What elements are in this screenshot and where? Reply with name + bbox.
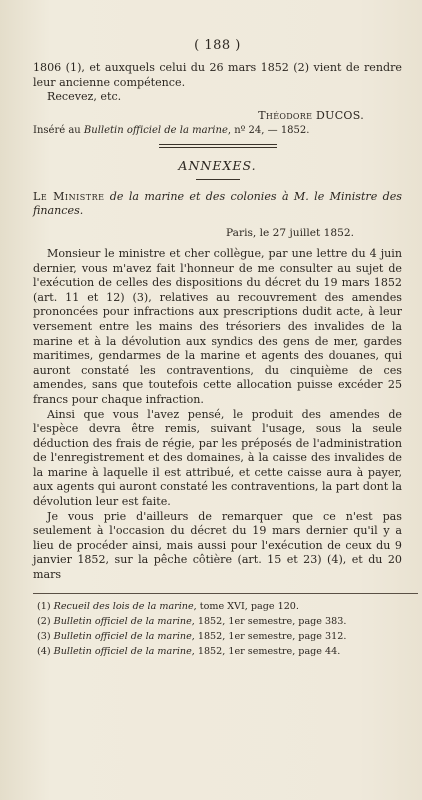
footnote-detail: , 1852, 1er semestre, page 312. [191,630,347,642]
dateline: Paris, le 27 juillet 1852. [226,226,354,239]
footnote-source: Bulletin officiel de la marine [53,615,192,627]
inserted-prefix: Inséré au [33,124,84,136]
footnote-detail: , tome XVI, page 120. [193,600,299,612]
closing-text: Recevez, etc. [47,90,122,104]
footnote-source: Bulletin officiel de la marine [53,630,192,642]
title-rule [196,179,240,180]
footnote [33,615,402,628]
inserted-note [33,125,402,136]
footnote-detail: , 1852, 1er semestre, page 383. [191,615,347,627]
footnote-source: Recueil des lois de la marine [53,600,194,612]
footnote-number: (3) [37,630,54,642]
body-paragraph-2: Ainsi que vous l'avez pensé, le produit des amendes de l'espèce devra être remis, suivant l'usage, sous la seule déduction des frais de régie, par les préposés de l'administration de l'enregistrement et des domaines, à la caisse des invalides de la marine à laquelle il est attribué, et cette caisse aura à payer, aux agents qui auront constaté les contraventions, la part dont la dévolution leur est faite. [33,407,402,509]
letter-heading [33,190,402,219]
footnote-number: (2) [37,615,54,627]
page-number: ( 188 ) [194,38,241,53]
signature: Théodore DUCOS. [258,108,364,122]
section-rule [159,144,277,148]
footnote [33,645,402,658]
footnote [33,630,402,643]
footnote-detail: , 1852, 1er semestre, page 44. [191,645,341,657]
annexes-title: ANNEXES. [178,157,257,173]
inserted-bulletin: Bulletin officiel de la marine [83,124,228,136]
footnote-rule [33,593,418,594]
body-paragraph-1: Monsieur le ministre et cher collègue, par une lettre du 4 juin dernier, vous m'avez fait l'honneur de me consulter au sujet de l'exécution de celles des dispositions du décret du 19 mars 1852 (art. 11 et 12) (3), relatives au recouvrement des amendes prononcées pour infractions aux prescriptions dudit acte, à leur versement entre les mains des trésoriers des invalides de la marine et à la dévolution aux syndics des gens de mer, gardes maritimes, gendarmes de la marine et agents des douanes, qui auront constaté les contraventions, du cinquième de ces amendes, sans que toutefois cette allocation puisse excéder 25 francs pour chaque infraction. [33,246,402,406]
body-paragraph-3: Je vous prie d'ailleurs de remarquer que ce n'est pas seulement à l'occasion du décret du 19 mars dernier qu'il y a lieu de procéder ainsi, mais aussi pour l'exécution de ceux du 9 janvier 1852, sur la pêche côtière (art. 15 et 23) (4), et du 20 mars [33,509,402,582]
heading-italic: de la marine et des colonies à M. le Ministre des finances. [33,189,402,218]
footnote-number: (4) [37,645,54,657]
continuation-text: 1806 (1), et auxquels celui du 26 mars 1852 (2) vient de rendre leur ancienne compétence. [33,61,402,89]
heading-smallcaps: Le Ministre [33,189,105,203]
footnote [33,600,402,613]
footnote-source: Bulletin officiel de la marine [53,645,192,657]
inserted-suffix: , nº 24, — 1852. [227,124,310,136]
footnote-number: (1) [37,600,54,612]
